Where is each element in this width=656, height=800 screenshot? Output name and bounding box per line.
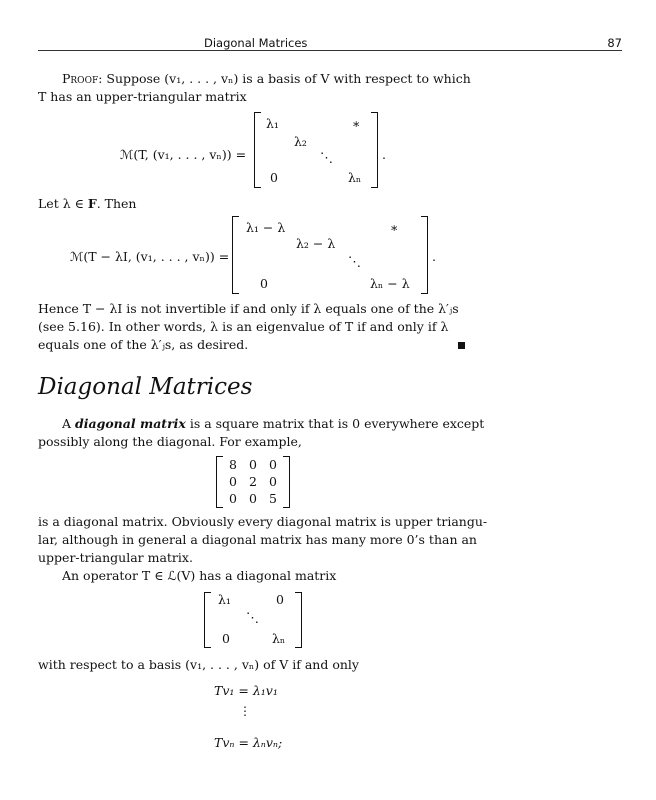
matrix-entry-a11: λ₁ − λ	[246, 220, 286, 235]
matrix-entry-star: ∗	[390, 220, 399, 235]
matrix-entry: 0	[269, 457, 277, 472]
matrix-entry: 5	[269, 491, 277, 506]
header-title: Diagonal Matrices	[204, 36, 308, 50]
para2-line-2: lar, although in general a diagonal matrix has many more 0’s than an	[38, 532, 477, 547]
vertical-dots	[239, 704, 251, 718]
matrix-entry: 8	[229, 457, 237, 472]
right-bracket	[421, 216, 428, 294]
matrix-entry: 0	[229, 474, 237, 489]
left-bracket	[254, 112, 261, 188]
para3-line-1: with respect to a basis (v₁, . . . , vₙ) of V if and only	[38, 657, 359, 672]
proof-label: Proof:	[62, 71, 103, 86]
diagonal-matrix	[204, 592, 302, 648]
matrix-entry-top-zero: 0	[276, 592, 284, 607]
para1-line-1	[62, 415, 484, 433]
para1-pre: A	[62, 416, 76, 431]
matrix-entry: 0	[249, 491, 257, 506]
hence-line-2: (see 5.16). In other words, λ is an eigenvalue of T if and only if λ	[38, 319, 449, 334]
matrix-entry-a22: λ₂ − λ	[296, 236, 336, 251]
matrix-entry: 0	[249, 457, 257, 472]
proof-line-1	[62, 70, 471, 88]
matrix-entry: 0	[269, 474, 277, 489]
running-header	[38, 36, 622, 50]
matrix-entry-ann: λₙ	[348, 170, 362, 185]
right-bracket	[283, 456, 290, 508]
matrix-entry-zero: 0	[260, 276, 268, 291]
matrix-entry-a11: λ₁	[218, 592, 231, 607]
diagonal-dots: ⋱	[246, 611, 259, 626]
right-bracket	[371, 112, 378, 188]
matrix-entry-ann: λₙ	[272, 631, 286, 646]
field-symbol: F	[87, 196, 97, 211]
matrix-entry-zero: 0	[270, 170, 278, 185]
proof-line-2: T has an upper-triangular matrix	[38, 89, 247, 104]
para1-post: is a square matrix that is 0 everywhere except	[185, 416, 485, 431]
eq1-matrix	[254, 112, 378, 188]
eq1-period: .	[382, 147, 386, 162]
para2-line-3: upper-triangular matrix.	[38, 550, 193, 565]
section-heading: Diagonal Matrices	[38, 374, 253, 400]
left-bracket	[216, 456, 223, 508]
hence-line-3: equals one of the λ′ⱼs, as desired.	[38, 337, 249, 352]
eq2-matrix	[232, 216, 428, 294]
para2-line-1: is a diagonal matrix. Obviously every diagonal matrix is upper triangu-	[38, 514, 488, 529]
header-rule	[38, 50, 622, 51]
eq2-lhs: ℳ(T − λI, (v₁, . . . , vₙ)) =	[70, 249, 230, 264]
hence-line-1: Hence T − λI is not invertible if and only if λ equals one of the λ′ⱼs	[38, 301, 459, 316]
para2-line-4: An operator T ∈ ℒ(V) has a diagonal matrix	[62, 568, 337, 583]
matrix-entry-ann: λₙ − λ	[370, 276, 410, 291]
let-post: . Then	[96, 196, 137, 211]
proof-text-1: Suppose (v₁, . . . , vₙ) is a basis of V with respect to which	[102, 71, 471, 86]
equation-first: Tv₁ = λ₁v₁	[214, 683, 278, 698]
example-matrix	[216, 456, 290, 508]
page-number: 87	[607, 36, 622, 50]
matrix-entry: 0	[229, 491, 237, 506]
let-line	[38, 195, 137, 213]
matrix-entry: 2	[249, 474, 257, 489]
matrix-entry-a22: λ₂	[294, 134, 307, 149]
eq2-period: .	[432, 249, 436, 264]
matrix-entry-star: ∗	[352, 116, 361, 131]
diagonal-dots: ⋱	[320, 151, 333, 166]
diagonal-dots: ⋱	[348, 255, 361, 270]
left-bracket	[204, 592, 211, 648]
matrix-entry-bottom-zero: 0	[222, 631, 230, 646]
matrix-entry-a11: λ₁	[266, 116, 279, 131]
let-pre: Let λ ∈	[38, 196, 88, 211]
defined-term: diagonal matrix	[75, 416, 186, 431]
left-bracket	[232, 216, 239, 294]
qed-square-icon	[458, 342, 465, 349]
vdots-glyph: ⋮	[239, 704, 251, 718]
para1-line-2: possibly along the diagonal. For example,	[38, 434, 302, 449]
equation-last: Tvₙ = λₙvₙ;	[214, 735, 283, 750]
right-bracket	[295, 592, 302, 648]
eq1-lhs: ℳ(T, (v₁, . . . , vₙ)) =	[120, 147, 247, 162]
